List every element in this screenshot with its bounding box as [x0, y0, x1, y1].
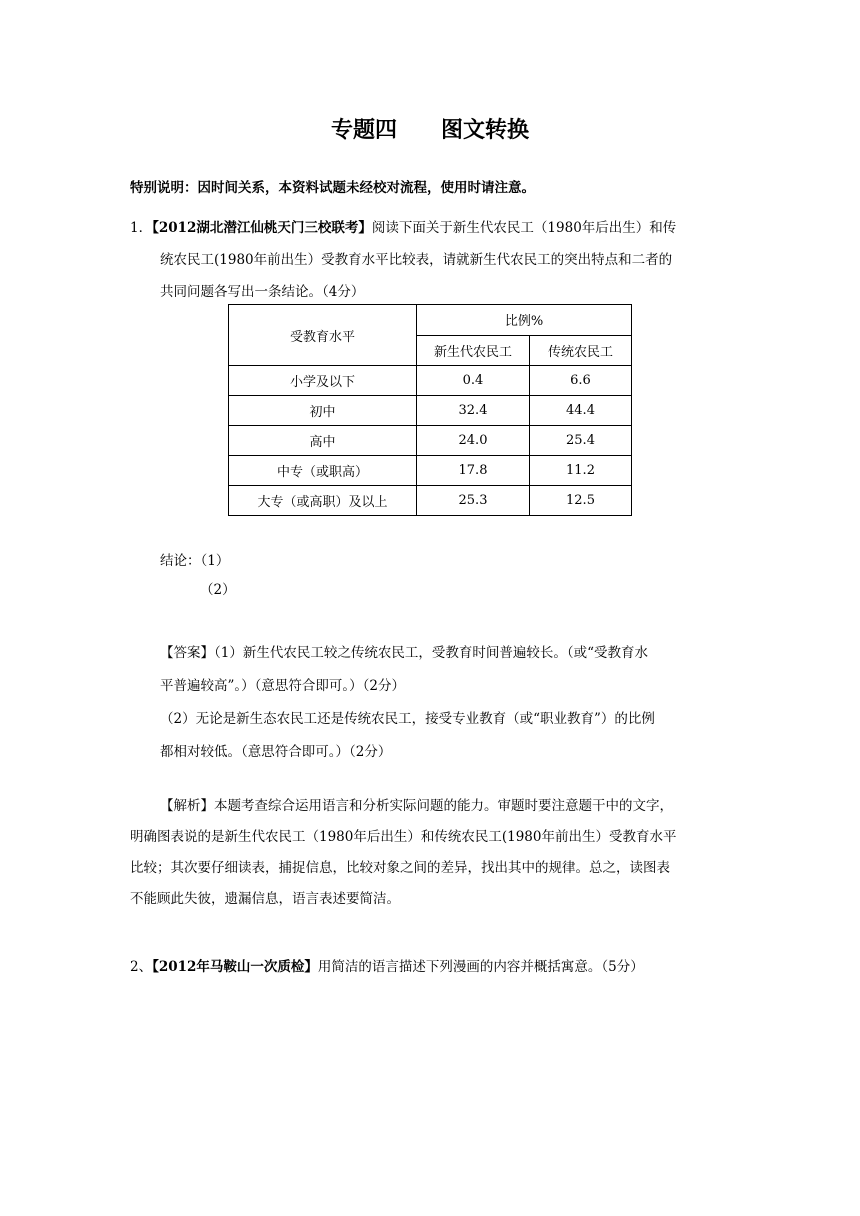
table-row — [229, 366, 632, 396]
header-ratio: 比例% — [417, 305, 632, 336]
cell-old: 12.5 — [530, 486, 632, 516]
cell-new: 25.3 — [417, 486, 530, 516]
header-education-level: 受教育水平 — [229, 305, 417, 366]
question-2 — [130, 955, 644, 975]
special-note: 特别说明：因时间关系，本资料试题未经校对流程，使用时请注意。 — [130, 180, 535, 196]
cell-level: 初中 — [229, 396, 417, 426]
cell-new: 0.4 — [417, 366, 530, 396]
cell-old: 44.4 — [530, 396, 632, 426]
table-row — [229, 426, 632, 456]
question-1 — [130, 212, 735, 308]
question-number: 2、 — [130, 959, 153, 975]
cell-old: 11.2 — [530, 456, 632, 486]
cell-new: 32.4 — [417, 396, 530, 426]
answer-line: 【答案】（1）新生代农民工较之传统农民工，受教育时间普遍较长。（或“受教育水 — [160, 645, 648, 661]
cell-new: 24.0 — [417, 426, 530, 456]
page-title: 专题四 图文转换 — [330, 118, 529, 143]
answer-line: （2）无论是新生态农民工还是传统农民工，接受专业教育（或“职业教育”）的比例 — [160, 711, 655, 727]
cell-new: 17.8 — [417, 456, 530, 486]
analysis-line: 不能顾此失彼，遗漏信息，语言表述要简洁。 — [130, 891, 400, 907]
question-number: 1． — [130, 220, 153, 236]
table-row — [229, 396, 632, 426]
answer-line: 平普遍较高”。）（意思符合即可。）（2分） — [160, 678, 405, 694]
analysis-line: 比较；其次要仔细读表，捕捉信息，比较对象之间的差异，找出其中的规律。总之，读图表 — [130, 860, 670, 876]
question-source: 【2012湖北潜江仙桃天门三校联考】 — [152, 220, 372, 236]
question-1-line-2: 统农民工(1980年前出生）受教育水平比较表，请就新生代农民工的突出特点和二者的 — [160, 252, 673, 268]
header-traditional: 传统农民工 — [530, 335, 632, 366]
cell-old: 25.4 — [530, 426, 632, 456]
table-row — [229, 456, 632, 486]
conclusion-1-label: 结论：（1） — [160, 553, 230, 569]
header-new-generation: 新生代农民工 — [417, 335, 530, 366]
question-text: 用简洁的语言描述下列漫画的内容并概括寓意。（5分） — [317, 959, 644, 975]
cell-level: 中专（或职高） — [229, 456, 417, 486]
education-table — [228, 304, 632, 516]
analysis-line: 【解析】本题考查综合运用语言和分析实际问题的能力。审题时要注意题干中的文字， — [160, 798, 673, 814]
answer-block — [160, 637, 740, 769]
conclusion-2-label: （2） — [200, 582, 236, 598]
cell-level: 高中 — [229, 426, 417, 456]
cell-old: 6.6 — [530, 366, 632, 396]
answer-line: 都相对较低。（意思符合即可。）（2分） — [160, 744, 392, 760]
table-row — [229, 486, 632, 516]
question-text: 阅读下面关于新生代农民工（1980年后出生）和传 — [371, 220, 677, 236]
question-source: 【2012年马鞍山一次质检】 — [152, 959, 318, 975]
question-1-line-3: 共同问题各写出一条结论。（4分） — [160, 284, 365, 300]
analysis-line: 明确图表说的是新生代农民工（1980年后出生）和传统农民工(1980年前出生）受教育水平 — [130, 829, 677, 845]
question-1-line-1 — [130, 212, 735, 244]
analysis-block — [130, 791, 735, 915]
cell-level: 小学及以下 — [229, 366, 417, 396]
cell-level: 大专（或高职）及以上 — [229, 486, 417, 516]
